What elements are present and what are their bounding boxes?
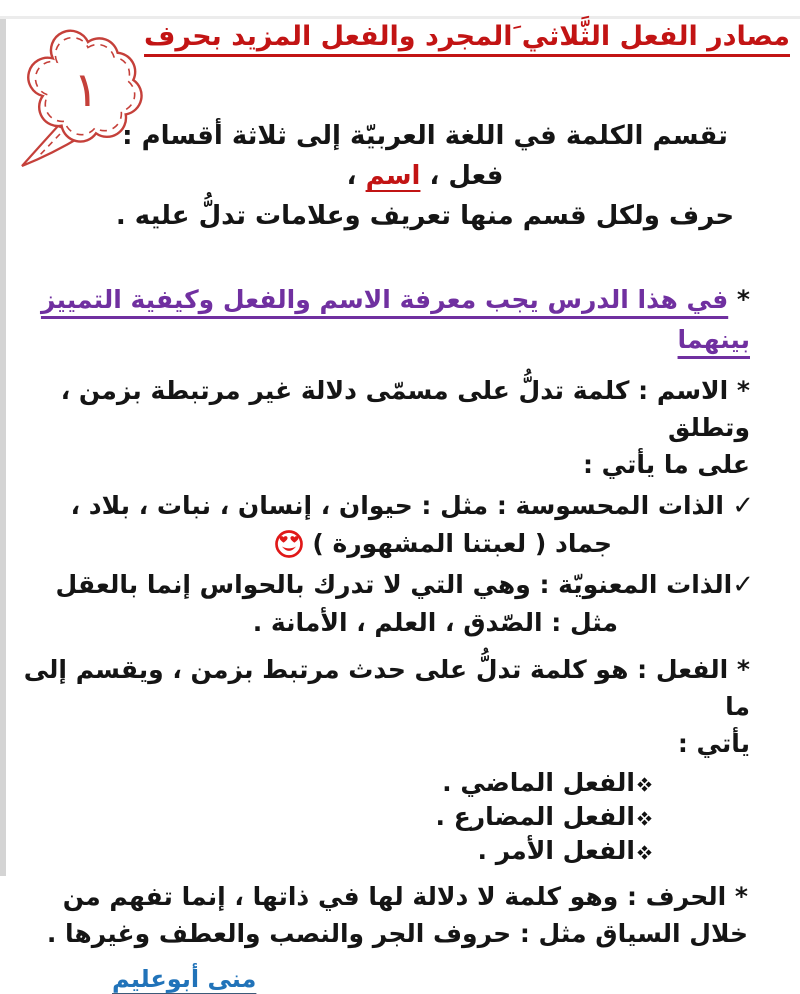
abstract-noun-line-2: مثل : الصّدق ، العلم ، الأمانة .	[252, 608, 618, 637]
sensed-noun-line-2	[0, 525, 754, 562]
noun-definition-paragraph	[0, 372, 800, 483]
verb-type-list	[0, 766, 800, 868]
verb-type-item-imperative	[0, 834, 652, 868]
sensed-noun-item	[0, 487, 754, 562]
noun-types-list	[0, 487, 800, 641]
check-icon: ✓	[723, 491, 754, 521]
noun-definition-line-1: * الاسم : كلمة تدلُّ على مسمّى دلالة غير مرتبطة بزمن ، وتطلق	[60, 376, 750, 442]
diamond-bullet-icon	[637, 845, 652, 860]
verb-type-label: الفعل الماضي .	[442, 768, 635, 797]
author-signature-link[interactable]: منى أبوعليم	[112, 965, 257, 993]
verb-type-item-past	[0, 766, 652, 800]
signature-row	[0, 964, 800, 994]
noun-definition-line-2: على ما يأتي :	[582, 450, 750, 479]
verb-definition-line-2: يأتي :	[677, 729, 750, 758]
intro-line-1	[110, 116, 740, 196]
intro-line-2: حرف ولكل قسم منها تعريف وعلامات تدلُّ عليه .	[115, 201, 735, 231]
particle-definition-line-2: خلال السياق مثل : حروف الجر والنصب والعطف وغيرها .	[46, 919, 748, 948]
intro-paragraph	[0, 116, 800, 236]
intro-line-1-after: ،	[346, 161, 366, 191]
check-icon: ✓	[732, 570, 754, 600]
sensed-noun-example: جماد ( لعبتنا المشهورة )	[312, 529, 612, 558]
diamond-bullet-icon	[637, 777, 652, 792]
page-title-text: مصادر الفعل الثَّلاثي َالمجرد والفعل المزيد بحرف	[144, 21, 790, 52]
abstract-noun-item	[0, 566, 754, 641]
goal-marker: *	[728, 285, 750, 314]
particle-definition-paragraph	[0, 878, 800, 952]
diamond-bullet-icon	[637, 811, 652, 826]
sensed-noun-line-1	[0, 487, 754, 525]
abstract-noun-text: الذات المعنويّة : وهي التي لا تدرك بالحواس إنما بالعقل	[55, 570, 733, 599]
verb-type-label: الفعل الأمر .	[477, 836, 635, 865]
verb-type-label: الفعل المضارع .	[435, 802, 635, 831]
lesson-goal-heading	[0, 280, 800, 360]
intro-line-1-before: تقسم الكلمة في اللغة العربيّة إلى ثلاثة أقسام : فعل ،	[122, 121, 728, 191]
document-page	[0, 16, 800, 993]
verb-definition-paragraph	[0, 651, 800, 762]
page-title	[0, 16, 800, 58]
badge-number: ١	[73, 62, 99, 118]
verb-definition-line-1: * الفعل : هو كلمة تدلُّ على حدث مرتبط بزمن ، ويقسم إلى ما	[23, 655, 750, 721]
particle-definition-line-1: * الحرف : وهو كلمة لا دلالة لها في ذاتها ، إنما تفهم من	[62, 882, 748, 911]
keyword-noun: اسم	[365, 161, 421, 191]
goal-text: في هذا الدرس يجب معرفة الاسم والفعل وكيفية التمييز بينهما	[40, 285, 750, 354]
abstract-noun-line-1	[0, 566, 754, 604]
verb-type-item-present	[0, 800, 652, 834]
heart-eyes-emoji-icon	[274, 529, 304, 559]
sensed-noun-text: الذات المحسوسة : مثل : حيوان ، إنسان ، نبات ، بلاد ،	[70, 491, 724, 520]
